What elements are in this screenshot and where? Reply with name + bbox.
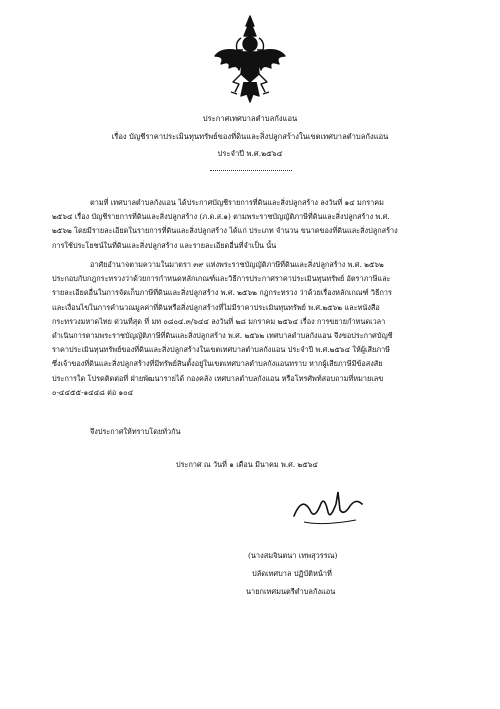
paragraph-line: ประกอบกับกฎกระทรวงว่าด้วยการกำหนดหลักเกณฑ์และวิธีการประกาศราคาประเมินทุนทรัพย์ อัตราภาษีและ bbox=[52, 274, 391, 284]
handwritten-signature bbox=[284, 476, 384, 534]
paragraph-line: ตามที่ เทศบาลตำบลกังแอน ได้ประกาศบัญชีรายการที่ดินและสิ่งปลูกสร้าง ลงวันที่ ๑๔ มกราคม bbox=[90, 198, 384, 207]
paragraph-line: ๒๕๖๔ เรื่อง บัญชีรายการที่ดินและสิ่งปลูกสร้าง (ภ.ด.ส.๑) ตามพระราชบัญญัติภาษีที่ดินและสิ่งปลูกสร้าง พ.ศ. bbox=[52, 212, 390, 222]
issue-date-text: ประกาศ ณ วันที่ ๑ เดือน มีนาคม พ.ศ. ๒๕๖๔ bbox=[176, 460, 318, 469]
announce-text: จึงประกาศให้ทราบโดยทั่วกัน bbox=[90, 427, 181, 436]
issue-date bbox=[176, 458, 416, 472]
org-name: ประกาศเทศบาลตำบลกังแอน bbox=[202, 114, 298, 123]
garuda-emblem-icon bbox=[211, 12, 289, 106]
paragraph-line: รายละเอียดอื่นในการจัดเก็บภาษีที่ดินและสิ่งปลูกสร้าง พ.ศ. ๒๕๖๒ กฎกระทรวง ว่าด้วยเรื่องหลักเกณฑ์ วิธีการ bbox=[52, 288, 392, 298]
document-subject: เรื่อง บัญชีราคาประเมินทุนทรัพย์ของที่ดินและสิ่งปลูกสร้างในเขตเทศบาลตำบลกังแอน bbox=[111, 132, 389, 141]
paragraph-line: การใช้ประโยชน์ในที่ดินและสิ่งปลูกสร้าง และรายละเอียดอื่นที่จำเป็น นั้น bbox=[52, 240, 277, 250]
paragraph-line: และเงื่อนไขในการคำนวณมูลค่าที่ดินหรือสิ่งปลูกสร้างที่ไม่มีราคาประเมินทุนทรัพย์ พ.ศ.๒๕๖๒ และหนังสือ bbox=[52, 302, 380, 312]
announcement-line bbox=[52, 425, 460, 439]
paragraph-line: ๐-๔๔๕๕-๑๔๔๘ ต่อ ๑๐๔ bbox=[52, 387, 134, 397]
divider bbox=[210, 170, 292, 171]
paragraph-line: ราคาประเมินทุนทรัพย์ของที่ดินและสิ่งปลูกสร้างในเขตเทศบาลตำบลกังแอน ประจำปี พ.ศ.๒๕๖๔ ให้ผู้เสียภาษี bbox=[52, 345, 390, 355]
paragraph-line: กระทรวงมหาดไทย ด่วนที่สุด ที่ มท ๐๘๐๔.๓/๖๔๔ ลงวันที่ ๒๘ มกราคม ๒๕๖๔ เรื่อง การขยายกำหนดเวลา bbox=[52, 316, 386, 326]
signatory-position: ปลัดเทศบาล ปฏิบัติหน้าที่ bbox=[252, 569, 332, 578]
paragraph-line: ซึ่งเจ้าของที่ดินและสิ่งปลูกสร้างที่มีทรัพย์สินตั้งอยู่ในเขตเทศบาลตำบลกังแอนทราบ หากผู้เสียภาษีมีข้อสงสัย bbox=[52, 359, 383, 369]
paragraph-2 bbox=[52, 258, 460, 400]
paragraph-line: ดำเนินการตามพระราชบัญญัติภาษีที่ดินและสิ่งปลูกสร้าง พ.ศ. ๒๕๖๒ เทศบาลตำบลกังแอน จึงขอประกาศบัญชี bbox=[52, 331, 393, 341]
paragraph-1 bbox=[52, 196, 460, 253]
signatory-name: (นางสมจินตนา เทพสุวรรณ) bbox=[248, 551, 338, 560]
signatory-title: นายกเทศมนตรีตำบลกังแอน bbox=[246, 587, 336, 596]
paragraph-line: ๒๕๖๒ โดยมีรายละเอียดในรายการที่ดินและสิ่งปลูกสร้าง ได้แก่ ประเภท จำนวน ขนาดของที่ดินและสิ่งปลูกสร้าง bbox=[52, 226, 398, 236]
paragraph-line: ประการใด โปรดติดต่อที่ ฝ่ายพัฒนารายได้ กองคลัง เทศบาลตำบลกังแอน หรือโทรศัพท์สอบถามที่หมายเลข bbox=[52, 373, 384, 383]
paragraph-line: อาศัยอำนาจตามความในมาตรา ๓๙ แห่งพระราชบัญญัติภาษีที่ดินและสิ่งปลูกสร้าง พ.ศ. ๒๕๖๒ bbox=[90, 260, 384, 269]
document-year: ประจำปี พ.ศ.๒๕๖๔ bbox=[217, 149, 283, 158]
